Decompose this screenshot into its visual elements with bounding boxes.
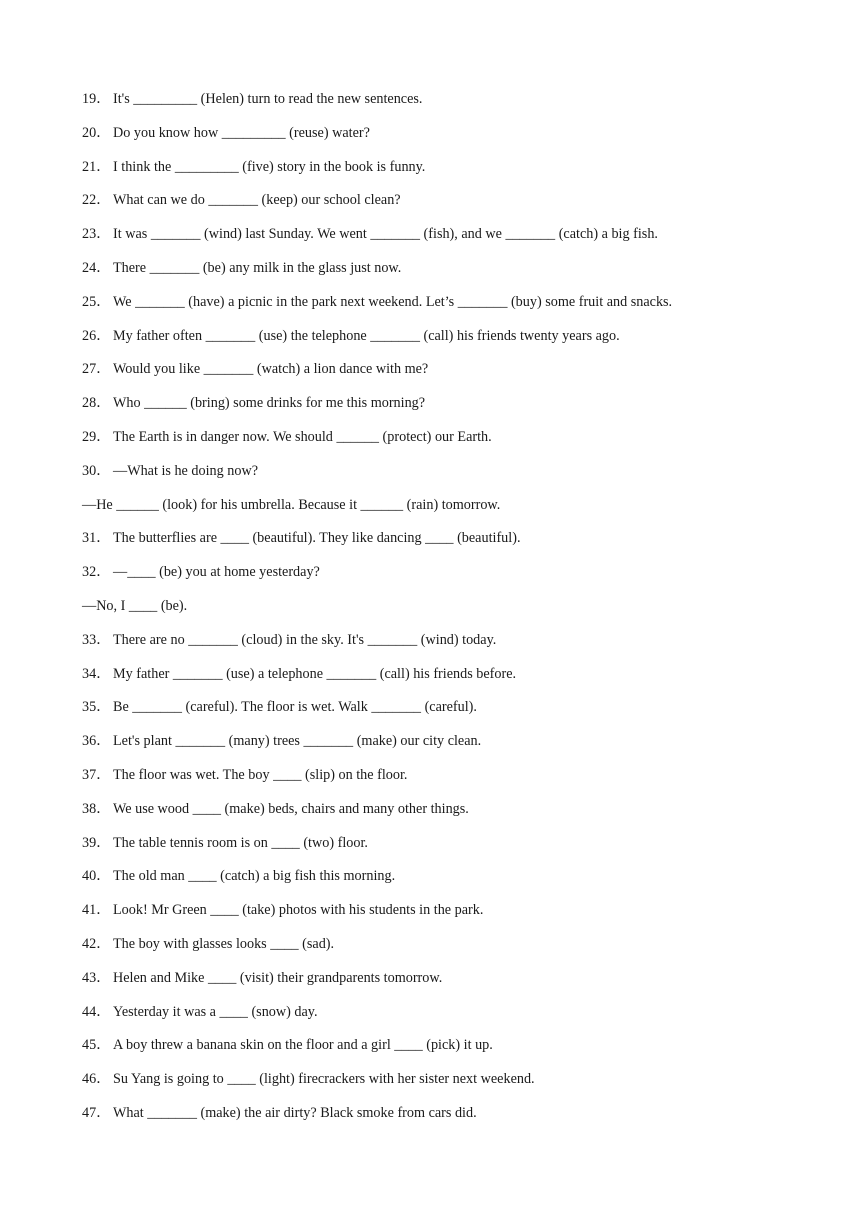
question-number: 41． bbox=[82, 902, 111, 919]
question-number: 37． bbox=[82, 766, 111, 783]
question-text: —What is he doing now? bbox=[113, 462, 258, 479]
question-number: 19． bbox=[82, 91, 111, 107]
exercise-line bbox=[82, 696, 802, 730]
question-text: Who ______ (bring) some drinks for me this morning? bbox=[113, 395, 426, 412]
question-text: My father _______ (use) a telephone _______ (call) his friends before. bbox=[113, 665, 517, 682]
exercise-line bbox=[82, 1068, 802, 1102]
exercise-line bbox=[82, 325, 802, 359]
question-number: 20． bbox=[82, 124, 111, 141]
exercise-line bbox=[82, 460, 802, 494]
question-text: What _______ (make) the air dirty? Black smoke from cars did. bbox=[113, 1104, 477, 1121]
question-number: 26． bbox=[82, 327, 111, 344]
exercise-line bbox=[82, 392, 802, 426]
question-number: 40． bbox=[82, 868, 111, 885]
question-text: There are no _______ (cloud) in the sky. It's _______ (wind) today. bbox=[113, 631, 497, 648]
exercise-line bbox=[82, 595, 802, 629]
question-number: 39． bbox=[82, 834, 111, 851]
question-text: The floor was wet. The boy ____ (slip) on the floor. bbox=[113, 766, 408, 783]
exercise-line bbox=[82, 933, 802, 967]
exercise-line bbox=[82, 189, 802, 223]
question-number: 47． bbox=[82, 1104, 111, 1121]
question-text: Look! Mr Green ____ (take) photos with his students in the park. bbox=[113, 902, 484, 919]
question-text: Would you like _______ (watch) a lion dance with me? bbox=[113, 361, 429, 378]
question-text: —He ______ (look) for his umbrella. Because it ______ (rain) tomorrow. bbox=[82, 496, 501, 513]
question-number: 45． bbox=[82, 1037, 111, 1054]
exercise-line bbox=[82, 967, 802, 1001]
exercise-line bbox=[82, 730, 802, 764]
question-text: We _______ (have) a picnic in the park next weekend. Let’s _______ (buy) some fruit and snacks. bbox=[113, 293, 673, 310]
exercise-line bbox=[82, 527, 802, 561]
question-text: Su Yang is going to ____ (light) firecrackers with her sister next weekend. bbox=[113, 1071, 535, 1088]
question-text: Be _______ (careful). The floor is wet. Walk _______ (careful). bbox=[113, 699, 477, 716]
question-number: 31． bbox=[82, 530, 111, 547]
question-text: We use wood ____ (make) beds, chairs and many other things. bbox=[113, 800, 469, 817]
question-number: 38． bbox=[82, 800, 111, 817]
question-text: There _______ (be) any milk in the glass just now. bbox=[113, 259, 402, 276]
question-text: Let's plant _______ (many) trees _______ (make) our city clean. bbox=[113, 733, 482, 750]
exercise-line bbox=[82, 561, 802, 595]
exercise-list bbox=[82, 88, 802, 1136]
exercise-line bbox=[82, 291, 802, 325]
exercise-line bbox=[82, 223, 802, 257]
exercise-line bbox=[82, 156, 802, 190]
exercise-line bbox=[82, 426, 802, 460]
question-number: 28． bbox=[82, 395, 111, 412]
question-text: Do you know how _________ (reuse) water? bbox=[113, 124, 370, 141]
question-number: 25． bbox=[82, 293, 111, 310]
exercise-line bbox=[82, 629, 802, 663]
question-number: 30． bbox=[82, 462, 111, 479]
question-text: The old man ____ (catch) a big fish this morning. bbox=[113, 868, 396, 885]
question-number: 42． bbox=[82, 935, 111, 952]
exercise-line bbox=[82, 257, 802, 291]
exercise-line bbox=[82, 865, 802, 899]
question-text: It's _________ (Helen) turn to read the new sentences. bbox=[113, 91, 423, 107]
question-number: 27． bbox=[82, 361, 111, 378]
question-text: It was _______ (wind) last Sunday. We went _______ (fish), and we _______ (catch) a big fish. bbox=[113, 226, 658, 243]
question-text: The Earth is in danger now. We should ______ (protect) our Earth. bbox=[113, 428, 492, 445]
question-text: The butterflies are ____ (beautiful). They like dancing ____ (beautiful). bbox=[113, 530, 521, 547]
question-text: —____ (be) you at home yesterday? bbox=[113, 564, 320, 581]
exercise-line bbox=[82, 832, 802, 866]
question-text: Yesterday it was a ____ (snow) day. bbox=[113, 1003, 318, 1020]
exercise-line bbox=[82, 764, 802, 798]
exercise-line bbox=[82, 663, 802, 697]
question-number: 46． bbox=[82, 1071, 111, 1088]
exercise-line bbox=[82, 798, 802, 832]
question-number: 34． bbox=[82, 665, 111, 682]
question-text: What can we do _______ (keep) our school clean? bbox=[113, 192, 401, 209]
exercise-line bbox=[82, 358, 802, 392]
question-text: I think the _________ (five) story in the book is funny. bbox=[113, 158, 426, 175]
question-number: 44． bbox=[82, 1003, 111, 1020]
question-number: 35． bbox=[82, 699, 111, 716]
exercise-line bbox=[82, 899, 802, 933]
question-number: 43． bbox=[82, 969, 111, 986]
question-text: A boy threw a banana skin on the floor and a girl ____ (pick) it up. bbox=[113, 1037, 493, 1054]
question-number: 24． bbox=[82, 259, 111, 276]
question-number: 23． bbox=[82, 226, 111, 243]
question-text: Helen and Mike ____ (visit) their grandparents tomorrow. bbox=[113, 969, 443, 986]
question-number: 22． bbox=[82, 192, 111, 209]
question-text: My father often _______ (use) the telephone _______ (call) his friends twenty years ago. bbox=[113, 327, 620, 344]
exercise-line bbox=[82, 88, 802, 122]
question-text: —No, I ____ (be). bbox=[82, 597, 188, 614]
question-text: The table tennis room is on ____ (two) floor. bbox=[113, 834, 368, 851]
question-number: 29． bbox=[82, 428, 111, 445]
question-number: 36． bbox=[82, 733, 111, 750]
exercise-line bbox=[82, 494, 802, 528]
question-text: The boy with glasses looks ____ (sad). bbox=[113, 935, 335, 952]
question-number: 32． bbox=[82, 564, 111, 581]
exercise-line bbox=[82, 1001, 802, 1035]
exercise-line bbox=[82, 1034, 802, 1068]
question-number: 21． bbox=[82, 158, 111, 175]
question-number: 33． bbox=[82, 631, 111, 648]
exercise-line bbox=[82, 122, 802, 156]
exercise-line bbox=[82, 1102, 802, 1136]
